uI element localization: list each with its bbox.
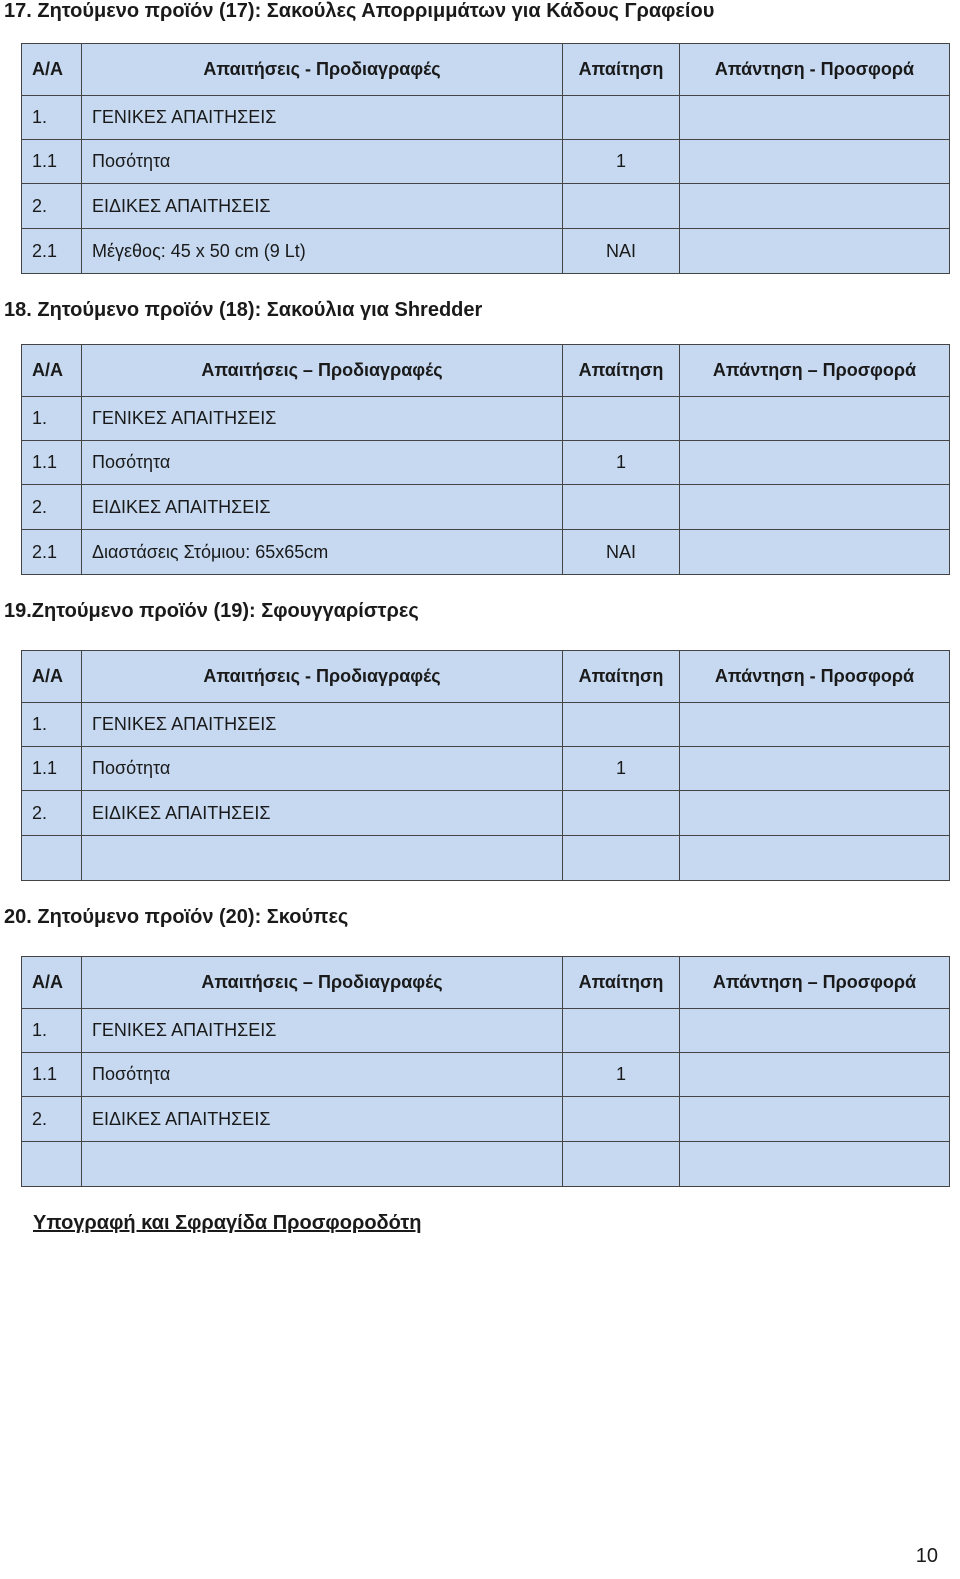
row-aa: 1. — [22, 397, 82, 441]
row-req: 1 — [563, 140, 680, 184]
page-number: 10 — [915, 1545, 938, 1567]
header-spec: Απαιτήσεις - Προδιαγραφές — [82, 44, 563, 96]
table-row — [22, 441, 950, 485]
header-aa: Α/Α — [22, 44, 82, 96]
table-row — [22, 184, 950, 229]
row-spec — [82, 1142, 563, 1187]
row-aa: 1.1 — [22, 747, 82, 791]
row-spec: ΓΕΝΙΚΕΣ ΑΠΑΙΤΗΣΕΙΣ — [82, 96, 563, 140]
row-aa: 2. — [22, 184, 82, 229]
section-title-20: 20. Ζητούμενο προϊόν (20): Σκούπες — [4, 906, 349, 928]
row-req — [563, 96, 680, 140]
row-req: ΝΑΙ — [563, 229, 680, 274]
row-resp[interactable] — [680, 1097, 950, 1142]
table-row — [22, 791, 950, 836]
row-aa: 2.1 — [22, 530, 82, 575]
row-spec: Διαστάσεις Στόμιου: 65x65cm — [82, 530, 563, 575]
section-title-18: 18. Ζητούμενο προϊόν (18): Σακούλια για Shredder — [4, 299, 483, 321]
spec-table-19 — [21, 650, 950, 881]
row-spec: ΓΕΝΙΚΕΣ ΑΠΑΙΤΗΣΕΙΣ — [82, 703, 563, 747]
row-aa: 1.1 — [22, 441, 82, 485]
table-header-row — [22, 957, 950, 1009]
row-spec: Ποσότητα — [82, 1053, 563, 1097]
header-resp: Απάντηση - Προσφορά — [680, 651, 950, 703]
row-req — [563, 1009, 680, 1053]
row-spec: Ποσότητα — [82, 140, 563, 184]
table-row — [22, 485, 950, 530]
table-header-row — [22, 44, 950, 96]
table-row — [22, 1053, 950, 1097]
signature-label: Υπογραφή και Σφραγίδα Προσφοροδότη — [33, 1212, 422, 1234]
row-spec: ΕΙΔΙΚΕΣ ΑΠΑΙΤΗΣΕΙΣ — [82, 184, 563, 229]
header-req: Απαίτηση — [563, 44, 680, 96]
row-spec: Ποσότητα — [82, 441, 563, 485]
table-row — [22, 1097, 950, 1142]
row-spec: Ποσότητα — [82, 747, 563, 791]
header-req: Απαίτηση — [563, 957, 680, 1009]
row-aa: 2. — [22, 485, 82, 530]
header-spec: Απαιτήσεις – Προδιαγραφές — [82, 957, 563, 1009]
row-resp[interactable] — [680, 1009, 950, 1053]
section-title-19: 19.Ζητούμενο προϊόν (19): Σφουγγαρίστρες — [4, 600, 419, 622]
spec-table-17 — [21, 43, 950, 274]
row-spec: ΕΙΔΙΚΕΣ ΑΠΑΙΤΗΣΕΙΣ — [82, 485, 563, 530]
row-resp[interactable] — [680, 747, 950, 791]
row-resp[interactable] — [680, 229, 950, 274]
header-spec: Απαιτήσεις - Προδιαγραφές — [82, 651, 563, 703]
header-resp: Απάντηση – Προσφορά — [680, 345, 950, 397]
table-row — [22, 1142, 950, 1187]
row-aa: 2. — [22, 1097, 82, 1142]
row-spec: Μέγεθος: 45 x 50 cm (9 Lt) — [82, 229, 563, 274]
row-aa: 2. — [22, 791, 82, 836]
header-spec: Απαιτήσεις – Προδιαγραφές — [82, 345, 563, 397]
row-resp[interactable] — [680, 1142, 950, 1187]
row-resp[interactable] — [680, 836, 950, 881]
row-req: 1 — [563, 747, 680, 791]
row-resp[interactable] — [680, 703, 950, 747]
table-row — [22, 836, 950, 881]
table-row — [22, 140, 950, 184]
row-aa: 1.1 — [22, 1053, 82, 1097]
header-req: Απαίτηση — [563, 345, 680, 397]
row-req — [563, 836, 680, 881]
table-row — [22, 747, 950, 791]
row-req — [563, 1142, 680, 1187]
row-req — [563, 184, 680, 229]
row-resp[interactable] — [680, 96, 950, 140]
row-req — [563, 397, 680, 441]
row-resp[interactable] — [680, 397, 950, 441]
table-row — [22, 530, 950, 575]
row-spec: ΕΙΔΙΚΕΣ ΑΠΑΙΤΗΣΕΙΣ — [82, 791, 563, 836]
row-resp[interactable] — [680, 791, 950, 836]
row-req: 1 — [563, 1053, 680, 1097]
header-aa: Α/Α — [22, 651, 82, 703]
row-resp[interactable] — [680, 530, 950, 575]
row-resp[interactable] — [680, 140, 950, 184]
table-header-row — [22, 345, 950, 397]
table-row — [22, 397, 950, 441]
row-resp[interactable] — [680, 184, 950, 229]
table-row — [22, 703, 950, 747]
row-req — [563, 1097, 680, 1142]
row-req: 1 — [563, 441, 680, 485]
row-aa — [22, 836, 82, 881]
table-row — [22, 96, 950, 140]
spec-table-20 — [21, 956, 950, 1187]
row-aa — [22, 1142, 82, 1187]
row-resp[interactable] — [680, 1053, 950, 1097]
row-req — [563, 703, 680, 747]
row-aa: 1.1 — [22, 140, 82, 184]
row-aa: 1. — [22, 1009, 82, 1053]
row-resp[interactable] — [680, 485, 950, 530]
row-resp[interactable] — [680, 441, 950, 485]
row-aa: 1. — [22, 96, 82, 140]
header-resp: Απάντηση - Προσφορά — [680, 44, 950, 96]
row-aa: 1. — [22, 703, 82, 747]
row-spec: ΓΕΝΙΚΕΣ ΑΠΑΙΤΗΣΕΙΣ — [82, 1009, 563, 1053]
row-req: ΝΑΙ — [563, 530, 680, 575]
section-title-17: 17. Ζητούμενο προϊόν (17): Σακούλες Απορριμμάτων για Κάδους Γραφείου — [4, 0, 715, 22]
spec-table-18 — [21, 344, 950, 575]
row-spec: ΕΙΔΙΚΕΣ ΑΠΑΙΤΗΣΕΙΣ — [82, 1097, 563, 1142]
row-req — [563, 791, 680, 836]
table-header-row — [22, 651, 950, 703]
row-req — [563, 485, 680, 530]
row-aa: 2.1 — [22, 229, 82, 274]
header-aa: Α/Α — [22, 345, 82, 397]
table-row — [22, 229, 950, 274]
header-resp: Απάντηση – Προσφορά — [680, 957, 950, 1009]
header-req: Απαίτηση — [563, 651, 680, 703]
row-spec — [82, 836, 563, 881]
row-spec: ΓΕΝΙΚΕΣ ΑΠΑΙΤΗΣΕΙΣ — [82, 397, 563, 441]
header-aa: Α/Α — [22, 957, 82, 1009]
table-row — [22, 1009, 950, 1053]
